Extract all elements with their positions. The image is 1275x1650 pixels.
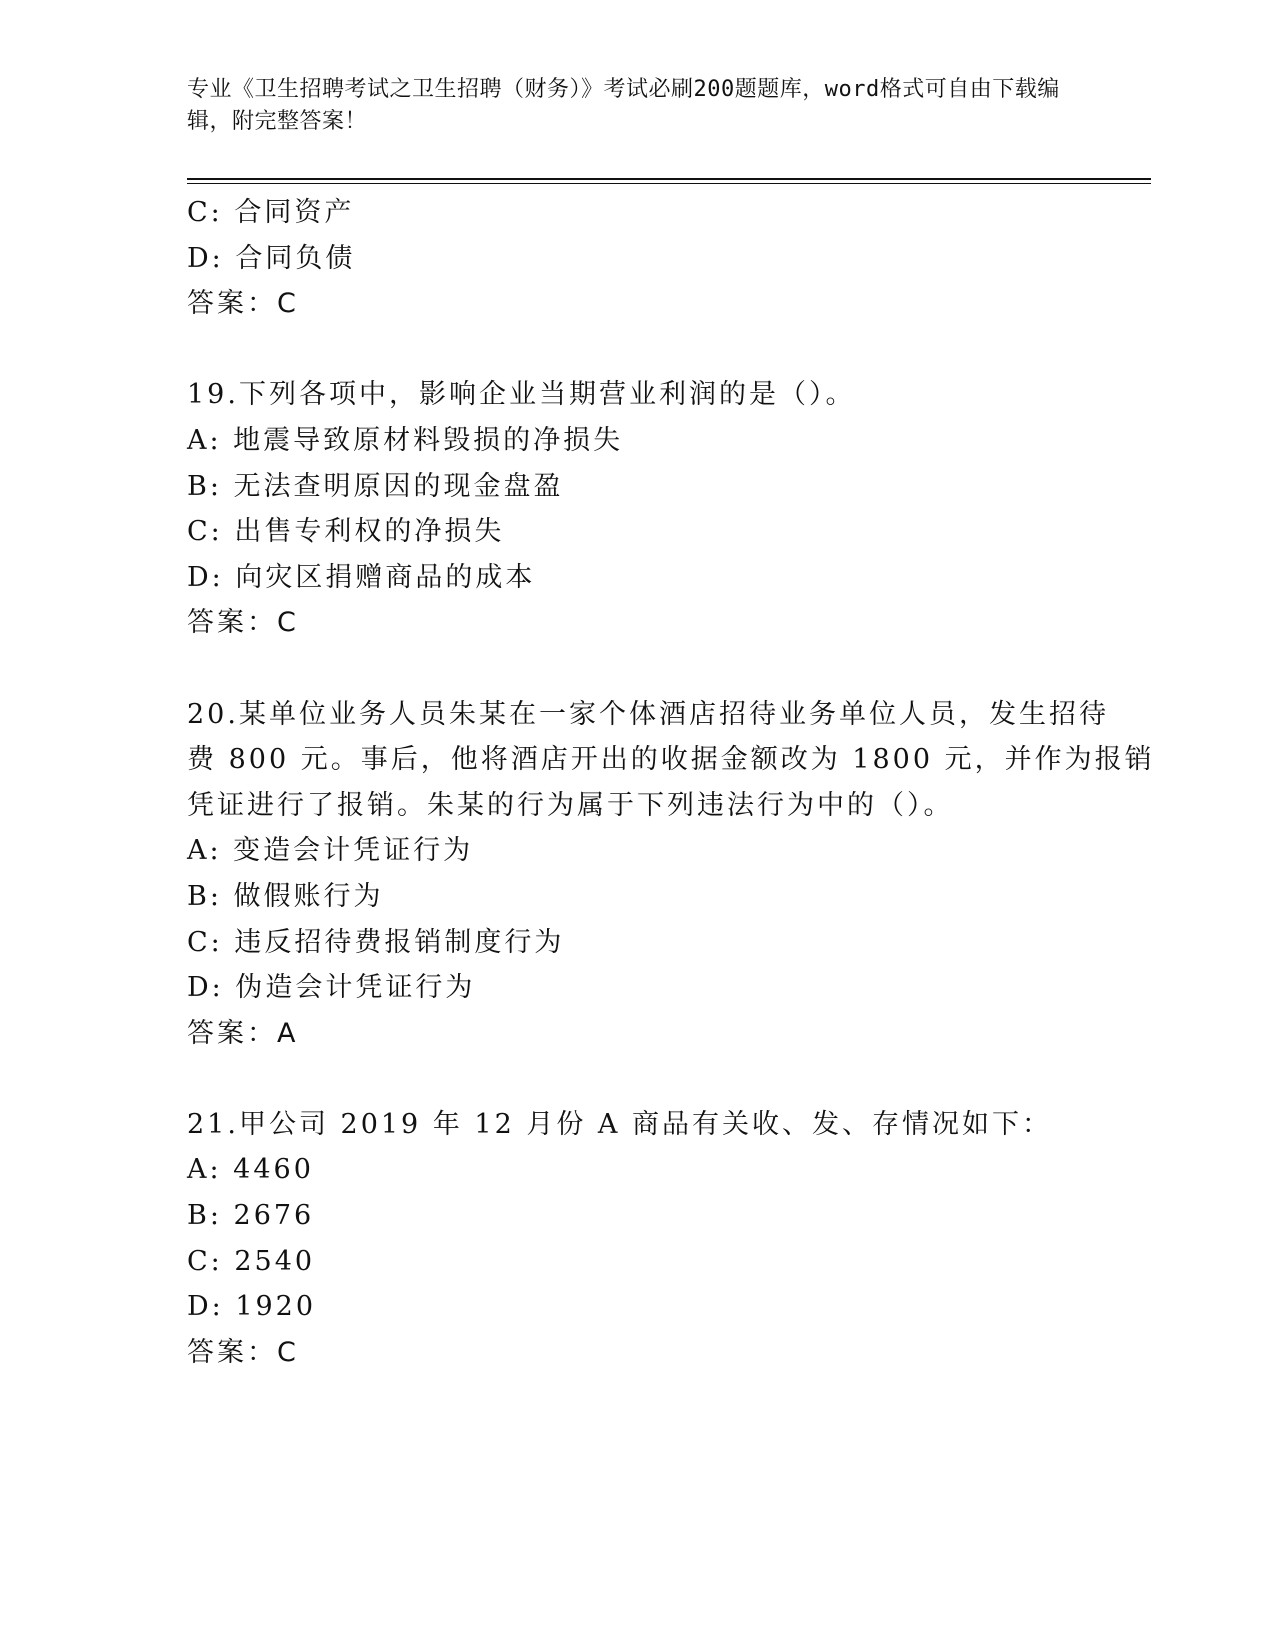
question-21-option-b: B: 2676 [187, 1200, 315, 1232]
question-20-stem-line-2: 费 800 元。事后，他将酒店开出的收据金额改为 1800 元，并作为报销 [187, 744, 1155, 776]
question-19-option-c: C: 出售专利权的净损失 [187, 516, 505, 548]
answer-line: 答案：C [187, 288, 299, 320]
spacer [187, 646, 1087, 692]
option-d: D: 合同负债 [187, 242, 356, 274]
question-21-option-d: D: 1920 [187, 1291, 317, 1323]
question-19-option-a: A: 地震导致原材料毁损的净损失 [187, 424, 624, 456]
spacer [187, 1056, 1087, 1102]
question-19-stem: 19.下列各项中，影响企业当期营业利润的是（）。 [187, 379, 856, 411]
page-header-title: 专业《卫生招聘考试之卫生招聘（财务）》考试必刷200题题库，word格式可自由下载编辑，附完整答案！ [187, 77, 1060, 134]
header-divider-thin [187, 183, 1151, 184]
question-20-option-c: C: 违反招待费报销制度行为 [187, 926, 565, 958]
question-21-option-a: A: 4460 [187, 1154, 314, 1186]
question-19-option-b: B: 无法查明原因的现金盘盈 [187, 470, 564, 502]
question-20-option-b: B: 做假账行为 [187, 880, 384, 912]
question-19-option-d: D: 向灾区捐赠商品的成本 [187, 561, 536, 593]
header-divider-thick [187, 178, 1151, 180]
question-19-answer: 答案：C [187, 607, 299, 639]
question-21-stem: 21.甲公司 2019 年 12 月份 A 商品有关收、发、存情况如下： [187, 1108, 1053, 1140]
question-content [187, 190, 1155, 1375]
spacer [187, 327, 1087, 373]
question-21-option-c: C: 2540 [187, 1245, 316, 1277]
question-21-answer: 答案：C [187, 1336, 299, 1368]
question-20-answer: 答案：A [187, 1017, 299, 1049]
question-20-option-d: D: 伪造会计凭证行为 [187, 972, 476, 1004]
question-20-option-a: A: 变造会计凭证行为 [187, 835, 474, 867]
question-20-stem-line-3: 凭证进行了报销。朱某的行为属于下列违法行为中的（）。 [187, 789, 954, 821]
option-c: C: 合同资产 [187, 197, 355, 228]
question-20-stem-line-1: 20.某单位业务人员朱某在一家个体酒店招待业务单位人员，发生招待 [187, 698, 1109, 730]
